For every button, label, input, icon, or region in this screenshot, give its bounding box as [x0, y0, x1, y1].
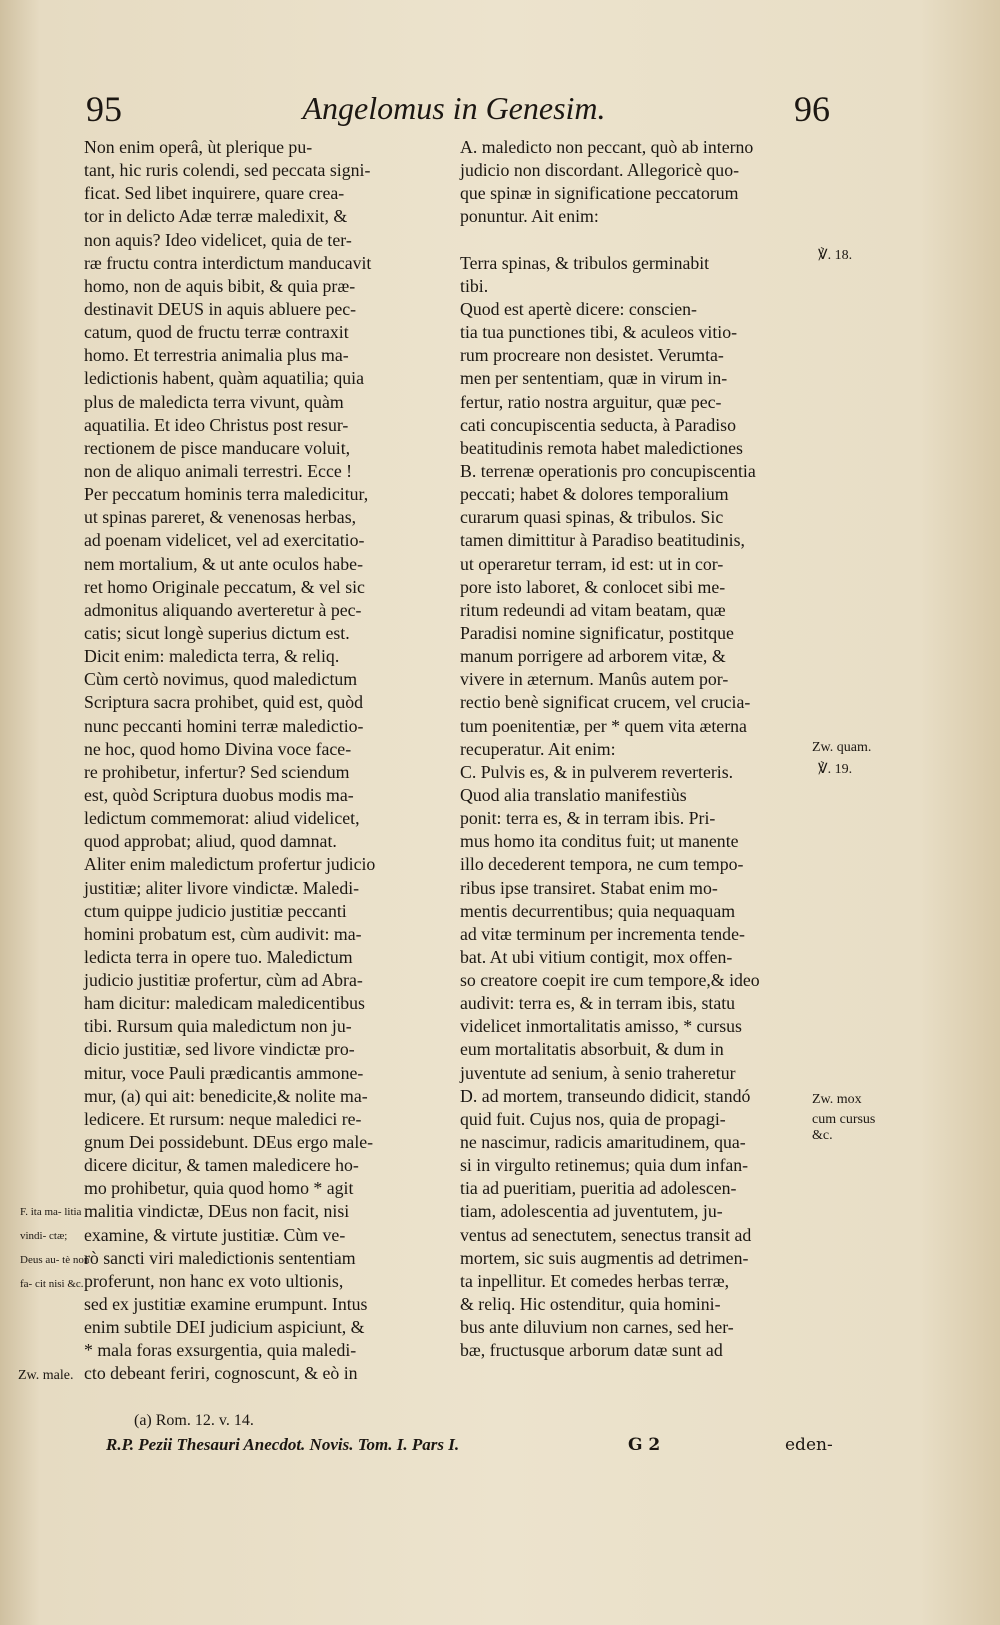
text-line: mo prohibetur, quia quod homo * agit	[84, 1178, 354, 1199]
page-number-left: 95	[86, 89, 122, 129]
text-line: * mala foras exsurgentia, quia maledi-	[84, 1340, 357, 1361]
text-line: illo decederent tempora, ne cum tempo-	[460, 854, 744, 875]
margin-note-zw-mox: Zw. mox	[812, 1092, 862, 1107]
text-line: catis; sicut longè superius dictum est.	[84, 622, 350, 643]
text-line: Cùm certò novimus, quod maledictum	[84, 669, 358, 690]
text-line: Paradisi nomine significatur, postitque	[460, 622, 734, 643]
text-line: cati concupiscentia seducta, à Paradiso	[460, 414, 736, 435]
text-line: so creatore coepit ire cum tempore,& ideo	[460, 970, 760, 991]
text-line: tiam, adolescentia ad juventutem, ju-	[460, 1201, 723, 1222]
text-line: & reliq. Hic ostenditur, quia homini-	[460, 1294, 721, 1315]
text-line: ventus ad senectutem, senectus transit ad	[460, 1224, 752, 1245]
text-line: proferunt, non hanc ex voto ultionis,	[84, 1270, 344, 1291]
margin-note-zw-quam: Zw. quam.	[812, 740, 872, 755]
text-line: catum, quod de fructu terræ contraxit	[84, 322, 349, 343]
text-line: A. maledicto non peccant, quò ab interno	[460, 137, 754, 157]
margin-note-zw-male: Zw. male.	[18, 1368, 74, 1383]
text-line: sed ex justitiæ examine erumpunt. Intus	[84, 1294, 368, 1315]
text-line: ne nascimur, radicis amaritudinem, qua-	[460, 1132, 746, 1153]
text-line: si in virgulto retinemus; quia dum infan-	[460, 1155, 749, 1176]
page-header	[78, 88, 830, 134]
text-line: judicio non discordant. Allegoricè quo-	[460, 160, 740, 181]
text-line: ham dicitur: maledicam maledicentibus	[84, 993, 365, 1014]
text-line: que spinæ in significatione peccatorum	[460, 183, 739, 204]
text-line: cto debeant feriri, cognoscunt, & eò in	[84, 1363, 358, 1384]
footnote: (a) Rom. 12. v. 14.	[134, 1412, 254, 1429]
text-line: juventute ad senium, à senio traheretur	[460, 1062, 736, 1083]
text-line: ctum quippe judicio justitiæ peccanti	[84, 900, 347, 921]
text-line: ficat. Sed libet inquirere, quare crea-	[84, 183, 345, 204]
text-line: videlicet inmortalitatis amisso, * cursus	[460, 1016, 742, 1037]
imprint-line: R.P. Pezii Thesauri Anecdot. Novis. Tom. I. Pars I.	[106, 1435, 460, 1454]
text-line: Quod alia translatio manifestiùs	[460, 784, 687, 805]
text-line: mortem, sic suis augmentis ad detrimen-	[460, 1247, 749, 1268]
text-line: ad poenam videlicet, vel ad exercitatio-	[84, 530, 365, 551]
text-line: homo. Et terrestria animalia plus ma-	[84, 345, 349, 366]
text-line	[460, 229, 810, 252]
text-line: aquatilia. Et ideo Christus post resur-	[84, 414, 349, 435]
text-line: tia ad pueritiam, pueritia ad adolescen-	[460, 1178, 737, 1199]
text-line: Aliter enim maledictum profertur judicio	[84, 854, 376, 875]
text-line: pore isto laboret, & conlocet sibi me-	[460, 576, 726, 597]
text-line: tum poenitentiæ, per * quem vita æterna	[460, 715, 747, 736]
text-line: nunc peccanti homini terræ maledictio-	[84, 715, 364, 736]
text-line: non aquis? Ideo videlicet, quia de ter-	[84, 229, 352, 250]
text-line: ræ fructu contra interdictum manducavit	[84, 252, 372, 273]
text-line: bus ante diluvium non carnes, sed her-	[460, 1317, 734, 1338]
text-line: Dicit enim: maledicta terra, & reliq.	[84, 646, 340, 667]
text-line: homini probatum est, cùm audivit: ma-	[84, 923, 362, 944]
page-number-right: 96	[794, 89, 830, 129]
running-title: Angelomus in Genesim.	[302, 90, 606, 126]
text-line: rum procreare non desistet. Verumta-	[460, 345, 724, 366]
text-line: homo, non de aquis bibit, & quia præ-	[84, 275, 356, 296]
text-line: ta inpellitur. Et comedes herbas terræ,	[460, 1270, 730, 1291]
text-line: vivere in æternum. Manûs autem por-	[460, 669, 729, 690]
text-line: Per peccatum hominis terra maledicitur,	[84, 484, 369, 505]
text-line: eum mortalitatis absorbuit, & dum in	[460, 1039, 724, 1060]
text-line: ledicere. Et rursum: neque maledici re-	[84, 1108, 362, 1129]
text-line: re prohibetur, infertur? Sed sciendum	[84, 761, 350, 782]
text-line: ut spinas pareret, & venenosas herbas,	[84, 507, 357, 528]
margin-note-verse-18: ℣. 18.	[818, 248, 853, 263]
text-line: dicio justitiæ, sed livore vindictæ pro-	[84, 1039, 355, 1060]
text-line: ritum redeundi ad vitam beatam, quæ	[460, 599, 726, 620]
left-text-column	[84, 136, 456, 1386]
text-line: mitur, voce Pauli prædicantis ammone-	[84, 1062, 364, 1083]
text-line: ut operaretur terram, id est: ut in cor-	[460, 553, 724, 574]
catchword: eden-	[785, 1435, 833, 1455]
text-line: mentis decurrentibus; quia nequaquam	[460, 900, 736, 921]
text-line: Non enim operâ, ùt plerique pu-	[84, 137, 313, 157]
text-line: rectio benè significat crucem, vel crucia-	[460, 692, 751, 713]
text-line: ad vitæ terminum per incrementa tende-	[460, 923, 745, 944]
text-line: tant, hic ruris colendi, sed peccata signi-	[84, 160, 371, 181]
text-line: ribus ipse transiret. Stabat enim mo-	[460, 877, 718, 898]
text-line: quid fuit. Cujus nos, quia de propagi-	[460, 1108, 726, 1129]
text-line: beatitudinis remota habet maledictiones	[460, 437, 743, 458]
text-line: D. ad mortem, transeundo didicit, standó	[460, 1085, 751, 1106]
text-line: ret homo Originale peccatum, & vel sic	[84, 576, 365, 597]
text-line: manum porrigere ad arborem vitæ, &	[460, 646, 726, 667]
right-text-column	[460, 136, 810, 1362]
text-line: fertur, ratio nostra arguitur, quæ pec-	[460, 391, 722, 412]
text-line: peccati; habet & dolores temporalium	[460, 484, 729, 505]
text-line: bat. At ubi vitium contigit, mox offen-	[460, 946, 733, 967]
text-line: judicio justitiæ profertur, cùm ad Abra-	[84, 970, 363, 991]
text-line: bæ, fructusque arborum datæ sunt ad	[460, 1340, 723, 1361]
text-line: tibi.	[460, 275, 489, 296]
signature-mark: G 2	[628, 1435, 661, 1455]
text-line: mus homo ita conditus fuit; ut manente	[460, 831, 739, 852]
text-line: justitiæ; aliter livore vindictæ. Maledi-	[84, 877, 360, 898]
text-line: enim subtile DEI judicium aspiciunt, &	[84, 1317, 365, 1338]
text-line: rectionem de pisce manducare voluit,	[84, 437, 351, 458]
text-line: tamen dimittitur à Paradiso beatitudinis,	[460, 530, 745, 551]
text-line: tibi. Rursum quia maledictum non ju-	[84, 1016, 352, 1037]
text-line: plus de maledicta terra vivunt, quàm	[84, 391, 344, 412]
text-line: C. Pulvis es, & in pulverem reverteris.	[460, 761, 734, 782]
margin-gloss-left: F. ita ma- litia vindi- ctæ; Deus au- tè non fa- cit nisi &c.	[20, 1206, 90, 1290]
text-line: gnum Dei possidebunt. DEus ergo male-	[84, 1132, 374, 1153]
text-line: recuperatur. Ait enim:	[460, 738, 616, 759]
text-line: examine, & virtute justitiæ. Cùm ve-	[84, 1224, 346, 1245]
text-line: admonitus aliquando averteretur à pec-	[84, 599, 362, 620]
text-line: ledictum commemorat: aliud videlicet,	[84, 808, 360, 829]
text-line: ponuntur. Ait enim:	[460, 206, 599, 227]
text-line: est, quòd Scriptura duobus modis ma-	[84, 784, 354, 805]
margin-note-cum-cursus: cum cursus &c.	[812, 1112, 876, 1143]
text-line: tia tua punctiones tibi, & aculeos vitio-	[460, 322, 738, 343]
text-line: B. terrenæ operationis pro concupiscentia	[460, 460, 756, 481]
text-line: ledicta terra in opere tuo. Maledictum	[84, 946, 353, 967]
text-line: destinavit DEUS in aquis abluere pec-	[84, 298, 357, 319]
text-line: quod approbat; aliud, quod damnat.	[84, 831, 337, 852]
text-line: ponit: terra es, & in terram ibis. Pri-	[460, 808, 716, 829]
text-line: curarum quasi spinas, & tribulos. Sic	[460, 507, 724, 528]
text-line: men per sententiam, quæ in virum in-	[460, 368, 728, 389]
text-line: non de aliquo animali terrestri. Ecce !	[84, 460, 353, 481]
text-line: ne hoc, quod homo Divina voce face-	[84, 738, 352, 759]
text-line: Quod est apertè dicere: conscien-	[460, 298, 697, 319]
margin-note-verse-19: ℣. 19.	[818, 762, 853, 777]
text-line: ledictionis habent, quàm aquatilia; quia	[84, 368, 364, 389]
text-line: tor in delicto Adæ terræ maledixit, &	[84, 206, 348, 227]
text-line: Terra spinas, & tribulos germinabit	[460, 252, 710, 273]
text-line: audivit: terra es, & in terram ibis, statu	[460, 993, 736, 1014]
text-line: rò sancti viri maledictionis sententiam	[84, 1247, 356, 1268]
text-line: Scriptura sacra prohibet, quid est, quòd	[84, 692, 363, 713]
text-line: nem mortalium, & ut ante oculos habe-	[84, 553, 363, 574]
text-line: malitia vindictæ, DEus non facit, nisi	[84, 1201, 350, 1222]
text-line: dicere dicitur, & tamen maledicere ho-	[84, 1155, 359, 1176]
text-line: mur, (a) qui ait: benedicite,& nolite ma-	[84, 1085, 368, 1106]
